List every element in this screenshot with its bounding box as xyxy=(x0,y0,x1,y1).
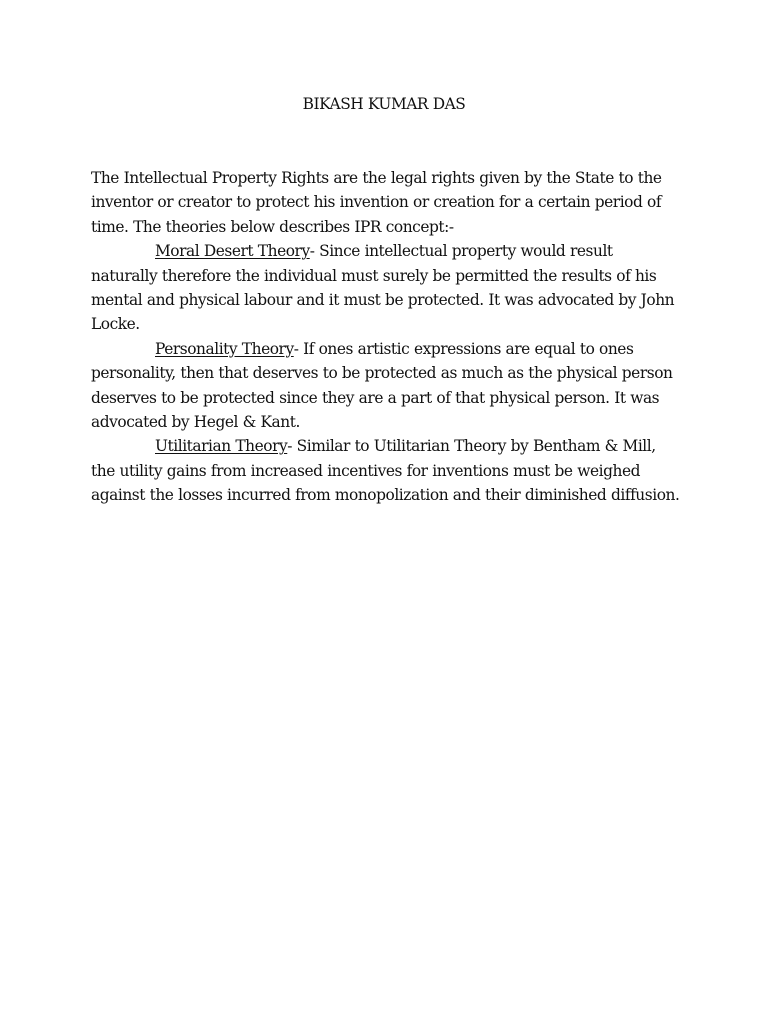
theory-title: Moral Desert Theory xyxy=(155,242,310,261)
theory-description: - If ones artistic expressions are equal to ones personality, then that deserves to be protected as much as the physical person deserves to be protected since they are a part of that physical person. It was advocated by Hegel & Kant. xyxy=(91,339,673,432)
theory-description: - Similar to Utilitarian Theory by Bentham & Mill, the utility gains from increased incentives for inventions must be weighed against the losses incurred from monopolization and their diminished diffusion. xyxy=(91,437,680,505)
author-name: BIKASH KUMAR DAS xyxy=(302,95,466,113)
theory-title: Personality Theory xyxy=(155,339,294,358)
theory-paragraph-utilitarian xyxy=(91,434,681,507)
theory-description: - Since intellectual property would result naturally therefore the individual must surely be permitted the results of his mental and physical labour and it must be protected. It was advocated by John Locke. xyxy=(91,242,675,334)
theory-title: Utilitarian Theory xyxy=(155,437,288,456)
theory-paragraph-moral-desert xyxy=(91,239,681,337)
intro-paragraph: The Intellectual Property Rights are the legal rights given by the State to the inventor or creator to protect his invention or creation for a certain period of time. The theories below describes IPR concept:- xyxy=(91,169,662,236)
theory-paragraph-personality xyxy=(91,337,681,435)
document-body xyxy=(91,166,681,508)
